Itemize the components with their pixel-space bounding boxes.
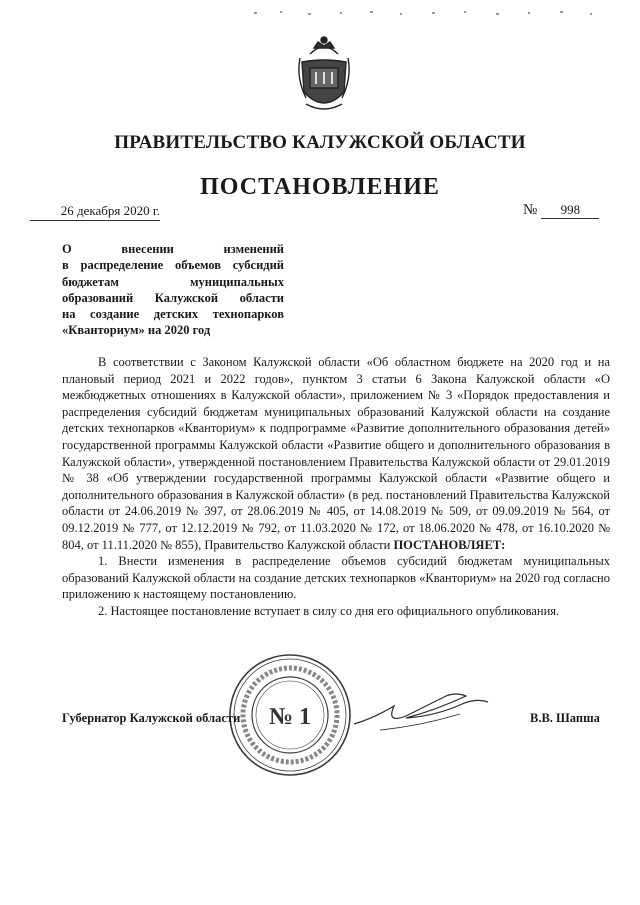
subject-line: образований Калужской области <box>62 290 284 305</box>
document-number-block <box>523 202 599 219</box>
handwritten-signature-icon <box>350 690 500 740</box>
seal-number: № 1 <box>268 704 312 730</box>
number-sign: № <box>523 202 538 218</box>
document-subject <box>62 241 284 339</box>
subject-line: в распределение объемов субсидий <box>62 258 284 273</box>
decree-item-1: 1. Внести изменения в распределение объемов субсидий бюджетам муниципальных образований Калужской области на создание детских технопарков «Кванториум» на 2020 год согласно приложению к настоящему постановлению. <box>62 554 610 602</box>
signatory-name: В.В. Шапша <box>530 711 600 725</box>
preamble-paragraph <box>62 354 610 553</box>
decree-item-2: 2. Настоящее постановление вступает в силу со дня его официального опубликования. <box>98 603 560 618</box>
document-body <box>62 354 610 620</box>
coat-of-arms-icon <box>296 32 352 120</box>
subject-line: О внесении изменений <box>62 242 284 256</box>
signatory-position: Губернатор Калужской области <box>62 711 241 725</box>
scan-artifact-dots <box>250 6 610 20</box>
preamble-text: В соответствии с Законом Калужской области «Об областном бюджете на 2020 год и на плановый период 2021 и 2022 годов», пунктом 3 статьи 6 Закона Калужской области «О межбюджетных отношениях в Калужской области», приложением № 3 «Порядок предоставления и распределения субсидий бюджетам муниципальных образований Калужской области на создание детских технопарков «Кванториум» к подпрограмме «Развитие дополнительного образования детей» государственной программы Калужской области «Развитие общего и дополнительного образования в Калужской области», утвержденной постановлением Правительства Калужской области от 29.01.2019 № 38 «Об утверждении государственной программы Калужской области «Развитие общего и дополнительного образования в Калужской области» (в ред. постановлений Правительства Калужской области от 24.06.2019 № 397, от 28.06.2019 № 405, от 14.08.2019 № 509, от 09.09.2019 № 564, от 09.12.2019 № 777, от 12.12.2019 № 792, от 11.03.2020 № 172, от 18.06.2020 № 478, от 16.10.2020 № 804, от 11.11.2020 № 855), Правительство Калужской области <box>62 355 610 552</box>
decree-word: ПОСТАНОВЛЯЕТ: <box>393 537 506 552</box>
organization-title: ПРАВИТЕЛЬСТВО КАЛУЖСКОЙ ОБЛАСТИ <box>114 132 526 153</box>
subject-line: «Кванториум» на 2020 год <box>62 323 211 338</box>
document-type-title: ПОСТАНОВЛЕНИЕ <box>200 174 440 200</box>
document-date: 26 декабря 2020 г. <box>30 203 160 221</box>
document-number: 998 <box>541 202 599 219</box>
subject-line: на создание детских технопарков <box>62 307 284 322</box>
subject-line: бюджетам муниципальных <box>62 274 284 289</box>
official-seal-icon <box>226 651 354 779</box>
